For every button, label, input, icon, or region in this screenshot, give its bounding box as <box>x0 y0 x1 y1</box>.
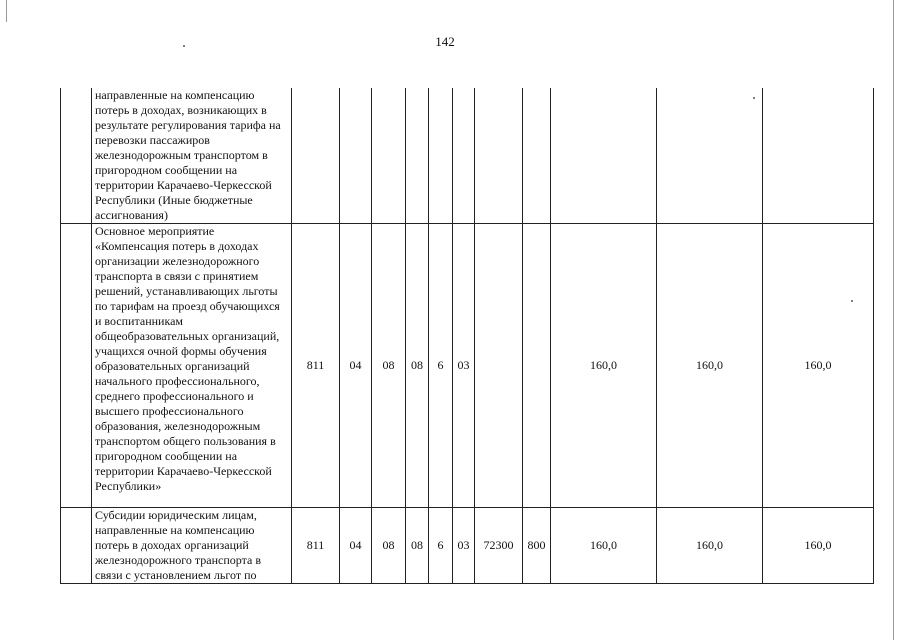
admin-code-cell: 811 <box>292 224 340 508</box>
table-row <box>61 508 874 584</box>
year3-amount-cell: 160,0 <box>763 508 874 584</box>
row-number-cell <box>61 224 92 508</box>
scan-edge-line <box>893 0 894 640</box>
row-number-cell <box>61 88 92 224</box>
direction-cell <box>475 88 523 224</box>
description-cell: Основное мероприятие «Компенсация потерь в доходах организации железнодорожного транспорта в связи с принятием решений, устанавливающих льготы по тарифам на проезд обучающихся и воспитанникам общеобразовательных организаций, учащихся очной формы обучения образовательных организаций начального профессионального, среднего профессионального и высшего профессионального образования, железнодорожным транспортом общего пользования в пригородном сообщении на территории Карачаево-Черкесской Республики» <box>92 224 292 508</box>
direction-cell <box>475 224 523 508</box>
page-number: 142 <box>435 34 455 49</box>
section-cell: 04 <box>340 224 372 508</box>
year1-amount-cell: 160,0 <box>551 224 657 508</box>
scan-speck <box>183 45 185 47</box>
program-cell: 08 <box>406 508 429 584</box>
expense-type-cell: 800 <box>523 508 551 584</box>
year1-amount-cell: 160,0 <box>551 508 657 584</box>
program-cell <box>406 88 429 224</box>
budget-table <box>60 88 874 584</box>
year2-amount-cell <box>657 88 763 224</box>
scan-edge-line <box>6 0 7 22</box>
admin-code-cell <box>292 88 340 224</box>
event-cell <box>453 88 475 224</box>
event-cell: 03 <box>453 508 475 584</box>
event-cell: 03 <box>453 224 475 508</box>
year2-amount-cell: 160,0 <box>657 224 763 508</box>
program-cell: 08 <box>406 224 429 508</box>
subprogram-cell <box>429 88 453 224</box>
description-cell: Субсидии юридическим лицам, направленные на компенсацию потерь в доходах организаций железнодорожного транспорта в связи с установлением льгот по <box>92 508 292 584</box>
year3-amount-cell: 160,0 <box>763 224 874 508</box>
year3-amount-cell <box>763 88 874 224</box>
section-cell <box>340 88 372 224</box>
expense-type-cell <box>523 224 551 508</box>
description-cell: направленные на компенсацию потерь в доходах, возникающих в результате регулирования тарифа на перевозки пассажиров железнодорожным транспортом в пригородном сообщении на территории Карачаево-Черкесской Республики (Иные бюджетные ассигнования) <box>92 88 292 224</box>
direction-cell: 72300 <box>475 508 523 584</box>
expense-type-cell <box>523 88 551 224</box>
subsection-cell <box>372 88 406 224</box>
year1-amount-cell <box>551 88 657 224</box>
table-row <box>61 224 874 508</box>
table-row <box>61 88 874 224</box>
subsection-cell: 08 <box>372 224 406 508</box>
subsection-cell: 08 <box>372 508 406 584</box>
section-cell: 04 <box>340 508 372 584</box>
year2-amount-cell: 160,0 <box>657 508 763 584</box>
admin-code-cell: 811 <box>292 508 340 584</box>
row-number-cell <box>61 508 92 584</box>
subprogram-cell: 6 <box>429 508 453 584</box>
subprogram-cell: 6 <box>429 224 453 508</box>
